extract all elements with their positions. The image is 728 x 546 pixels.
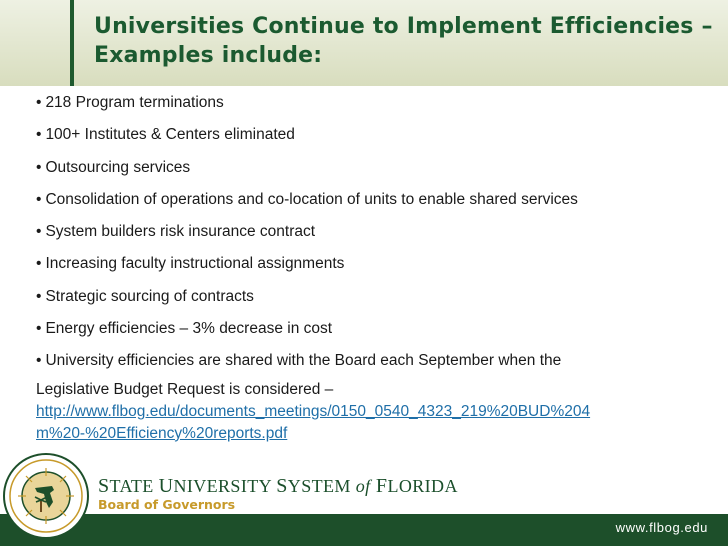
brand-word-state: TATE	[109, 476, 159, 496]
list-item-text: 100+ Institutes & Centers eliminated	[45, 126, 295, 144]
brand-word-of: of	[355, 476, 371, 496]
efficiency-report-link[interactable]	[36, 401, 696, 445]
list-item-text: Energy efficiencies – 3% decrease in cost	[45, 320, 333, 338]
title-line-1: Universities Continue to Implement Efficiencies –	[94, 14, 713, 39]
footer-website-link[interactable]: www.flbog.edu	[615, 520, 708, 535]
brand-name	[98, 476, 458, 496]
bullet-list	[36, 92, 696, 445]
bullet-dot: •	[36, 223, 42, 241]
brand-initial-state: S	[98, 475, 110, 497]
brand-word-university: NIVERSITY	[173, 476, 277, 496]
bullet-dot: •	[36, 190, 42, 208]
brand-initial-system: S	[276, 475, 288, 497]
link-line-2[interactable]: m%20-%20Efficiency%20reports.pdf	[36, 424, 288, 442]
list-item-text: System builders risk insurance contract	[45, 223, 316, 241]
bullet-dot: •	[36, 255, 42, 273]
bullet-dot: •	[36, 158, 42, 176]
list-item-text: University efficiencies are shared with the Board each September when the	[45, 352, 562, 370]
bullet-dot: •	[36, 126, 42, 144]
bullet-dot: •	[36, 287, 42, 305]
list-item	[36, 253, 696, 285]
bullet-dot: •	[36, 352, 42, 370]
list-item	[36, 221, 696, 253]
title-line-2: Examples include:	[94, 43, 323, 68]
list-item-text: Consolidation of operations and co-location of units to enable shared services	[45, 190, 578, 208]
brand-subtitle: Board of Governors	[98, 497, 236, 512]
slide-title	[94, 12, 724, 70]
brand-word-system: YSTEM	[287, 476, 356, 496]
bullet-dot: •	[36, 320, 42, 338]
seal-logo-icon	[2, 452, 90, 540]
list-item-text: Strategic sourcing of contracts	[45, 287, 254, 305]
list-item-text: 218 Program terminations	[45, 94, 224, 111]
list-item-continuation: Legislative Budget Request is considered –	[36, 380, 334, 398]
bullet-dot: •	[36, 94, 42, 111]
brand-block	[98, 476, 458, 513]
list-item-text: Increasing faculty instructional assignments	[45, 255, 345, 273]
header-accent-bar	[0, 0, 74, 86]
brand-initial-florida: F	[370, 475, 388, 497]
list-item	[36, 92, 696, 124]
list-item-text: Outsourcing services	[45, 158, 191, 176]
list-item	[36, 124, 696, 156]
link-line-1[interactable]: http://www.flbog.edu/documents_meetings/0150_0540_4323_219%20BUD%204	[36, 402, 591, 420]
brand-word-florida: LORIDA	[387, 476, 458, 496]
list-item	[36, 286, 696, 318]
list-item	[36, 157, 696, 189]
brand-initial-university: U	[158, 475, 174, 497]
list-item	[36, 318, 696, 350]
list-item	[36, 189, 696, 221]
